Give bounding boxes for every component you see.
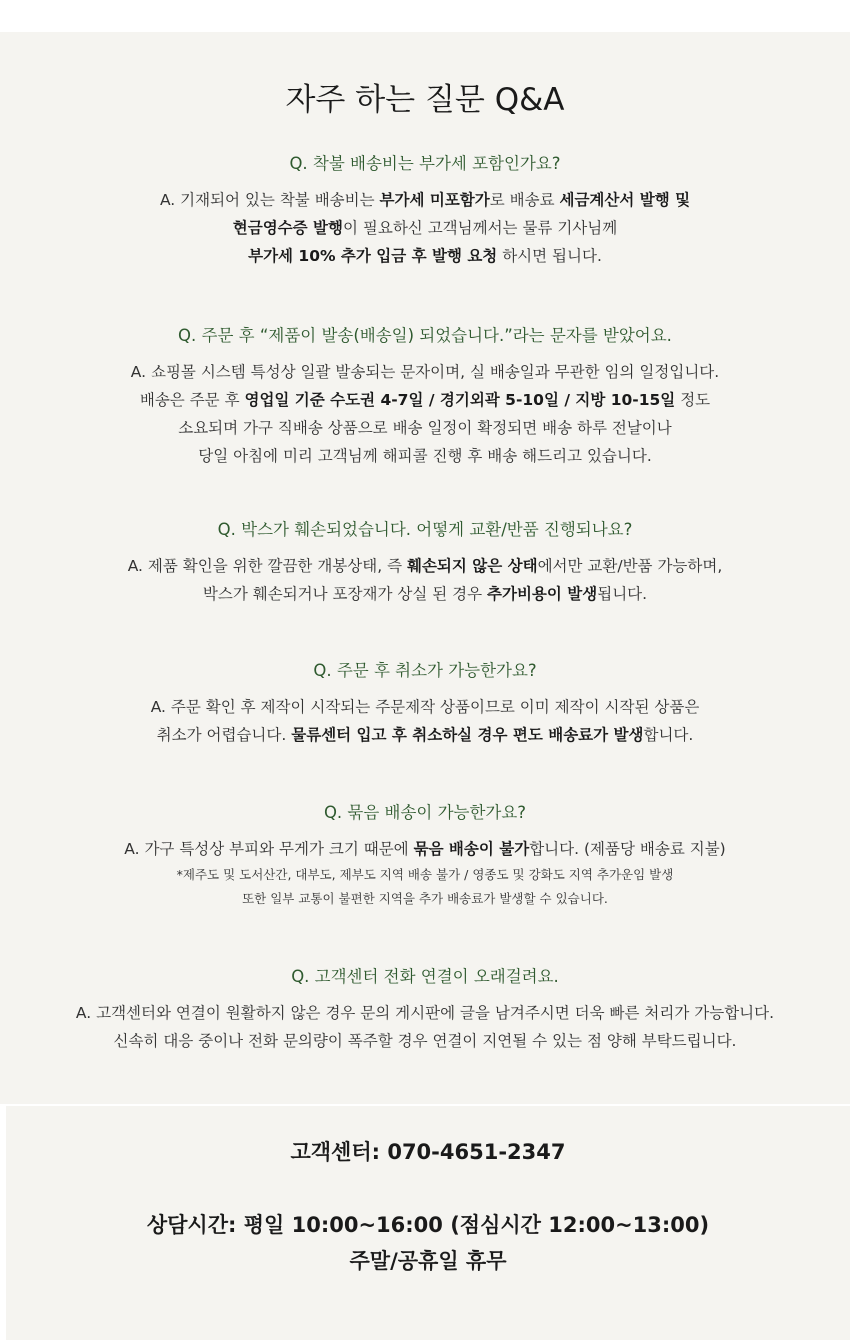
faq-answer-line <box>0 386 850 414</box>
faq-answer-line <box>0 214 850 242</box>
contact-section <box>6 1106 850 1340</box>
faq-answer-line <box>0 242 850 270</box>
faq-question: Q. 주문 후 “제품이 발송(배송일) 되었습니다.”라는 문자를 받았어요. <box>178 326 672 345</box>
answer-text: A. 기재되어 있는 착불 배송비는 <box>159 191 380 209</box>
faq-item-shipping-sms <box>0 325 850 470</box>
answer-text: 합니다. (제품당 배송료 지불) <box>529 840 726 858</box>
faq-item-cancel <box>0 660 850 749</box>
answer-text: A. 고객센터와 연결이 원활하지 않은 경우 문의 게시판에 글을 남겨주시면 더욱 빠른 처리가 가능합니다. <box>75 1004 775 1022</box>
faq-answer-line <box>0 1027 850 1055</box>
answer-text: A. 가구 특성상 부피와 무게가 크기 때문에 <box>124 840 414 858</box>
faq-answer-line <box>0 835 850 863</box>
answer-text: 배송은 주문 후 <box>139 391 245 409</box>
answer-text: 에서만 교환/반품 가능하며, <box>537 557 723 575</box>
answer-text: 당일 아침에 미리 고객님께 해피콜 진행 후 배송 해드리고 있습니다. <box>198 447 652 465</box>
answer-emphasis: 물류센터 입고 후 취소하실 경우 편도 배송료가 발생 <box>291 726 644 744</box>
answer-emphasis: 추가비용이 발생 <box>487 585 598 603</box>
faq-answer-line <box>0 721 850 749</box>
faq-item-damaged-box <box>0 519 850 608</box>
answer-text: A. 주문 확인 후 제작이 시작되는 주문제작 상품이므로 이미 제작이 시작된 상품은 <box>150 698 700 716</box>
consultation-hours: 상담시간: 평일 10:00~16:00 (점심시간 12:00~13:00) <box>146 1213 710 1237</box>
faq-item-bundle <box>0 802 850 911</box>
faq-answer-line <box>0 414 850 442</box>
answer-emphasis: 현금영수증 발행 <box>232 219 343 237</box>
faq-answer-line <box>0 552 850 580</box>
faq-answer-line <box>0 999 850 1027</box>
faq-question: Q. 주문 후 취소가 가능한가요? <box>313 661 537 680</box>
faq-section <box>0 32 850 1104</box>
answer-emphasis: 세금계산서 발행 및 <box>559 191 691 209</box>
faq-question: Q. 착불 배송비는 부가세 포함인가요? <box>289 154 561 173</box>
faq-answer-line <box>0 442 850 470</box>
answer-text: 이 필요하신 고객님께서는 물류 기사님께 <box>342 219 618 237</box>
answer-emphasis: 부가세 미포함가 <box>379 191 490 209</box>
faq-note: *제주도 및 도서산간, 대부도, 제부도 지역 배송 불가 / 영종도 및 강화도 지역 추가운임 발생 <box>176 867 674 882</box>
faq-item-vat <box>0 153 850 270</box>
answer-text: A. 쇼핑몰 시스템 특성상 일괄 발송되는 문자이며, 실 배송일과 무관한 임의 일정입니다. <box>130 363 720 381</box>
answer-text: 취소가 어렵습니다. <box>156 726 292 744</box>
answer-text: 로 배송료 <box>489 191 560 209</box>
faq-question: Q. 박스가 훼손되었습니다. 어떻게 교환/반품 진행되나요? <box>217 520 633 539</box>
faq-item-callcenter <box>0 966 850 1055</box>
answer-text: 소요되며 가구 직배송 상품으로 배송 일정이 확정되면 배송 하루 전날이나 <box>178 419 672 437</box>
answer-text: 합니다. <box>643 726 694 744</box>
answer-text: A. 제품 확인을 위한 깔끔한 개봉상태, 즉 <box>127 557 407 575</box>
answer-text: 하시면 됩니다. <box>497 247 602 265</box>
answer-text: 정도 <box>675 391 711 409</box>
faq-note: 또한 일부 교통이 불편한 지역을 추가 배송료가 발생할 수 있습니다. <box>242 891 608 906</box>
answer-text: 됩니다. <box>597 585 648 603</box>
answer-emphasis: 묶음 배송이 불가 <box>413 840 530 858</box>
faq-question: Q. 묶음 배송이 가능한가요? <box>323 803 527 822</box>
answer-emphasis: 훼손되지 않은 상태 <box>406 557 538 575</box>
faq-title: 자주 하는 질문 Q&A <box>285 82 565 118</box>
faq-answer-line <box>0 693 850 721</box>
faq-answer-line <box>0 580 850 608</box>
customer-center-phone: 고객센터: 070-4651-2347 <box>290 1140 566 1164</box>
faq-question: Q. 고객센터 전화 연결이 오래걸려요. <box>291 967 559 986</box>
answer-text: 박스가 훼손되거나 포장재가 상실 된 경우 <box>202 585 488 603</box>
faq-answer-line <box>0 358 850 386</box>
faq-answer-line <box>0 186 850 214</box>
answer-emphasis: 영업일 기준 수도권 4-7일 / 경기외곽 5-10일 / 지방 10-15일 <box>244 391 676 409</box>
closed-days: 주말/공휴일 휴무 <box>349 1249 507 1273</box>
answer-emphasis: 부가세 10% 추가 입금 후 발행 요청 <box>248 247 498 265</box>
answer-text: 신속히 대응 중이나 전화 문의량이 폭주할 경우 연결이 지연될 수 있는 점 양해 부탁드립니다. <box>113 1032 737 1050</box>
